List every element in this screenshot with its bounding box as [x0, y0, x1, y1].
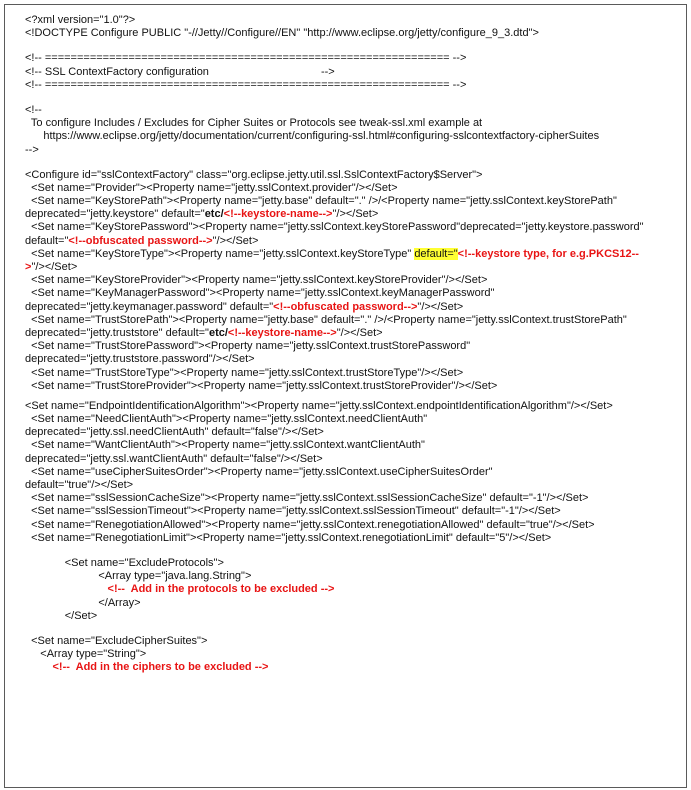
keystore-name-placeholder: <!--keystore-name-->: [227, 326, 337, 339]
set-truststore-password-cont: deprecated="jetty.truststore.password"/></Set>: [25, 353, 255, 366]
set-use-cipher-suites-order: <Set name="useCipherSuitesOrder"><Property name="jetty.sslContext.useCipherSuitesOrder": [25, 465, 493, 478]
set-truststore-provider: <Set name="TrustStoreProvider"><Property name="jetty.sslContext.trustStoreProvider"/></Set>: [25, 379, 498, 392]
array-open: <Array type="String">: [25, 648, 147, 661]
set-keymanager-password: <Set name="KeyManagerPassword"><Property name="jetty.sslContext.keyManagerPassword": [25, 287, 495, 300]
comment-open: <!--: [25, 103, 42, 116]
set-keystore-type-cont: >"/></Set>: [25, 261, 78, 273]
keystore-name-placeholder: <!--keystore-name-->: [223, 208, 333, 221]
set-use-cipher-suites-order-cont: default="true"/></Set>: [25, 479, 134, 491]
doctype-line: <!DOCTYPE Configure PUBLIC "-//Jetty//Configure//EN" "http://www.eclipse.org/jetty/configure_9_3.dtd">: [25, 27, 539, 40]
xml-declaration: <?xml version="1.0"?>: [25, 14, 136, 26]
exclude-ciphers-comment: <!-- Add in the ciphers to be excluded -->: [25, 661, 269, 674]
set-renegotiation-allowed: <Set name="RenegotiationAllowed"><Property name="jetty.sslContext.renegotiationAllowed" default="true"/></Set>: [25, 518, 595, 531]
set-truststore-path: <Set name="TrustStorePath"><Property name="jetty.base" default="." />/<Property name="jetty.sslContext.trustStorePath": [25, 313, 627, 326]
separator-comment: <!-- =============================================================== -->: [25, 52, 467, 65]
set-want-client-auth: <Set name="WantClientAuth"><Property name="jetty.sslContext.wantClientAuth": [25, 439, 425, 452]
set-truststore-path-cont: deprecated="jetty.truststore" default="etc/<!--keystore-name-->"/></Set>: [25, 326, 383, 339]
set-endpoint-identification: <Set name="EndpointIdentificationAlgorithm"><Property name="jetty.sslContext.endpointIdentificationAlgorithm"/></Set>: [25, 399, 613, 412]
set-keymanager-password-cont: deprecated="jetty.keymanager.password" default="<!--obfuscated password-->"/></Set>: [25, 300, 464, 313]
keystore-type-placeholder-end: >: [25, 261, 32, 273]
set-keystore-password-cont: default="<!--obfuscated password-->"/></Set>: [25, 234, 259, 247]
set-exclude-cipher-suites: <Set name="ExcludeCipherSuites">: [25, 634, 208, 647]
set-keystore-path: <Set name="KeyStorePath"><Property name="jetty.base" default="." />/<Property name="jetty.sslContext.keyStorePath": [25, 195, 617, 208]
set-keystore-provider: <Set name="KeyStoreProvider"><Property name="jetty.sslContext.keyStoreProvider"/></Set>: [25, 274, 488, 287]
array-open: <Array type="java.lang.String">: [25, 570, 252, 583]
comment-text: To configure Includes / Excludes for Cipher Suites or Protocols see tweak-ssl.xml example at: [25, 117, 483, 130]
array-close: </Array>: [25, 596, 141, 609]
keystore-type-placeholder: <!--keystore type, for e.g.PKCS12--: [457, 247, 639, 260]
section-title-close: -->: [320, 65, 335, 78]
etc-path: etc/: [204, 208, 224, 221]
obfuscated-password-placeholder: <!--obfuscated password-->: [273, 300, 418, 313]
set-ssl-session-cache-size: <Set name="sslSessionCacheSize"><Property name="jetty.sslContext.sslSessionCacheSize" default="-1"/></Set>: [25, 492, 589, 505]
separator-comment: <!-- =============================================================== -->: [25, 78, 467, 91]
set-keystore-type: <Set name="KeyStoreType"><Property name="jetty.sslContext.keyStoreType" default="<!--keystore type, for e.g.PKCS12--: [25, 247, 639, 260]
set-need-client-auth-cont: deprecated="jetty.ssl.needClientAuth" default="false"/></Set>: [25, 426, 324, 439]
set-provider: <Set name="Provider"><Property name="jetty.sslContext.provider"/></Set>: [25, 181, 398, 194]
document-frame: [4, 4, 687, 788]
exclude-protocols-comment: <!-- Add in the protocols to be excluded -->: [25, 583, 335, 596]
set-truststore-type: <Set name="TrustStoreType"><Property name="jetty.sslContext.trustStoreType"/></Set>: [25, 366, 464, 379]
set-exclude-protocols: <Set name="ExcludeProtocols">: [25, 556, 224, 569]
set-truststore-password: <Set name="TrustStorePassword"><Property name="jetty.sslContext.trustStorePassword": [25, 340, 471, 353]
obfuscated-password-placeholder: <!--obfuscated password-->: [68, 234, 213, 247]
set-keystore-path-cont: deprecated="jetty.keystore" default="etc/<!--keystore-name-->"/></Set>: [25, 208, 379, 221]
comment-url: https://www.eclipse.org/jetty/documentation/current/configuring-ssl.html#configuring-sslcontextfactory-cipherSuites: [25, 130, 600, 143]
set-keystore-password: <Set name="KeyStorePassword"><Property name="jetty.sslContext.keyStorePassword"deprecated="jetty.keystore.password": [25, 221, 644, 234]
set-close: </Set>: [25, 609, 98, 622]
xml-document: [25, 14, 685, 674]
set-ssl-session-timeout: <Set name="sslSessionTimeout"><Property name="jetty.sslContext.sslSessionTimeout" default="-1"/></Set>: [25, 505, 561, 518]
configure-open-tag: <Configure id="sslContextFactory" class="org.eclipse.jetty.util.ssl.SslContextFactory$Server">: [25, 168, 483, 181]
set-want-client-auth-cont: deprecated="jetty.ssl.wantClientAuth" default="false"/></Set>: [25, 452, 323, 465]
highlighted-default: default=": [414, 247, 458, 260]
section-title-text: <!-- SSL ContextFactory configuration: [25, 65, 209, 78]
set-need-client-auth: <Set name="NeedClientAuth"><Property name="jetty.sslContext.needClientAuth": [25, 413, 428, 426]
comment-close: -->: [25, 143, 39, 156]
set-renegotiation-limit: <Set name="RenegotiationLimit"><Property name="jetty.sslContext.renegotiationLimit" default="5"/></Set>: [25, 531, 552, 544]
section-title-comment: [25, 66, 685, 79]
etc-path: etc/: [208, 326, 228, 339]
